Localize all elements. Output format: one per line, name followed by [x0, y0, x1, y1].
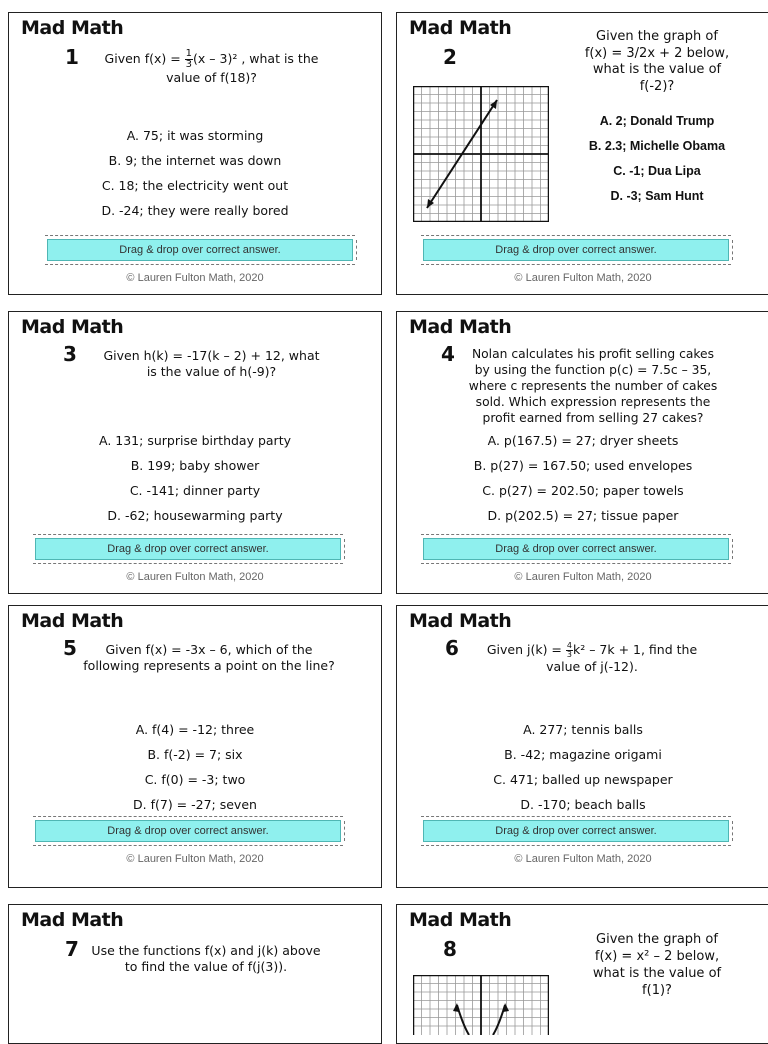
- copyright: © Lauren Fulton Math, 2020: [514, 272, 652, 284]
- question-number: 5: [63, 636, 77, 660]
- question-number: 6: [445, 636, 459, 660]
- question-number: 7: [65, 937, 79, 961]
- card-6: [396, 605, 768, 888]
- answer-d[interactable]: D. f(7) = -27; seven: [133, 797, 257, 812]
- answer-list: [557, 109, 757, 209]
- question-number: 4: [441, 342, 455, 366]
- answer-list: [397, 717, 768, 817]
- drop-zone[interactable]: [33, 816, 343, 846]
- brand-title: Mad Math: [409, 610, 512, 632]
- answer-c[interactable]: C. -1; Dua Lipa: [613, 164, 701, 178]
- answer-list: [9, 123, 381, 223]
- question-number: 1: [65, 45, 79, 69]
- brand-title: Mad Math: [21, 909, 124, 931]
- answer-b[interactable]: B. 9; the internet was down: [108, 153, 282, 168]
- copyright: © Lauren Fulton Math, 2020: [126, 571, 264, 583]
- answer-b[interactable]: B. f(-2) = 7; six: [147, 747, 243, 762]
- answer-c[interactable]: C. -141; dinner party: [129, 483, 261, 498]
- question-text: Given j(k) = $\frac{4}{3}$ k² – 7k + 1, find the value of j(-12).: [486, 641, 698, 674]
- drop-zone-edge: [356, 240, 359, 260]
- question-text: Given f(x) = $\frac{1}{3}$ (x – 3)² , what is the value of f(18)?: [104, 48, 319, 85]
- question-text: Nolan calculates his profit selling cakes by using the function p(c) = 7.5c – 35, where c represents the number of cakes sold. Which expression represents the profit earned from selling 27 cakes?: [468, 347, 718, 425]
- parabola-graph: [413, 975, 549, 1035]
- question-number: 3: [63, 342, 77, 366]
- card-8: [396, 904, 768, 1044]
- answer-c[interactable]: C. 18; the electricity went out: [101, 178, 289, 193]
- card-4: [396, 311, 768, 594]
- card-7: [8, 904, 382, 1044]
- card-5: [8, 605, 382, 888]
- drop-zone[interactable]: [421, 816, 731, 846]
- answer-a[interactable]: A. 75; it was storming: [126, 128, 264, 143]
- drop-target[interactable]: Drag & drop over correct answer.: [423, 820, 729, 842]
- brand-title: Mad Math: [21, 17, 124, 39]
- answer-a[interactable]: A. 277; tennis balls: [523, 722, 643, 737]
- answer-d[interactable]: D. -62; housewarming party: [107, 508, 283, 523]
- drop-zone[interactable]: [421, 534, 731, 564]
- question-number: 8: [443, 937, 457, 961]
- answer-d[interactable]: D. p(202.5) = 27; tissue paper: [487, 508, 679, 523]
- copyright: © Lauren Fulton Math, 2020: [514, 571, 652, 583]
- drop-target[interactable]: Drag & drop over correct answer.: [423, 538, 729, 560]
- answer-a[interactable]: A. 2; Donald Trump: [599, 114, 715, 128]
- drop-target[interactable]: Drag & drop over correct answer.: [47, 239, 353, 261]
- answer-b[interactable]: B. -42; magazine origami: [504, 747, 662, 762]
- drop-zone-edge: [344, 821, 347, 841]
- question-text: Given the graph of f(x) = x² – 2 below, what is the value of f(1)?: [592, 932, 722, 998]
- answer-d[interactable]: D. -3; Sam Hunt: [610, 189, 704, 203]
- question-text: Given f(x) = -3x – 6, which of the following represents a point on the line?: [83, 642, 335, 673]
- answer-b[interactable]: B. p(27) = 167.50; used envelopes: [473, 458, 693, 473]
- answer-a[interactable]: A. p(167.5) = 27; dryer sheets: [487, 433, 679, 448]
- copyright: © Lauren Fulton Math, 2020: [126, 272, 264, 284]
- brand-title: Mad Math: [21, 610, 124, 632]
- card-2: [396, 12, 768, 295]
- drop-zone[interactable]: [45, 235, 355, 265]
- answer-b[interactable]: B. 199; baby shower: [130, 458, 260, 473]
- card-1: [8, 12, 382, 295]
- drop-zone[interactable]: [421, 235, 731, 265]
- drop-target[interactable]: Drag & drop over correct answer.: [423, 239, 729, 261]
- drop-target[interactable]: Drag & drop over correct answer.: [35, 820, 341, 842]
- fraction: $\frac{4}{3}$: [566, 641, 572, 659]
- answer-c[interactable]: C. p(27) = 202.50; paper towels: [482, 483, 684, 498]
- fraction: $\frac{1}{3}$: [185, 48, 193, 70]
- question-text: Use the functions f(x) and j(k) above to find the value of f(j(3)).: [91, 943, 321, 974]
- brand-title: Mad Math: [409, 909, 512, 931]
- answer-a[interactable]: A. f(4) = -12; three: [135, 722, 255, 737]
- drop-zone[interactable]: [33, 534, 343, 564]
- answer-c[interactable]: C. f(0) = -3; two: [144, 772, 246, 787]
- brand-title: Mad Math: [409, 316, 512, 338]
- brand-title: Mad Math: [21, 316, 124, 338]
- card-3: [8, 311, 382, 594]
- drop-zone-edge: [732, 821, 735, 841]
- drop-zone-edge: [344, 539, 347, 559]
- answer-d[interactable]: D. -170; beach balls: [520, 797, 646, 812]
- answer-list: [9, 428, 381, 528]
- answer-list: [397, 428, 768, 528]
- line-graph: [413, 86, 549, 222]
- drop-zone-edge: [732, 240, 735, 260]
- answer-d[interactable]: D. -24; they were really bored: [101, 203, 289, 218]
- question-number: 2: [443, 45, 457, 69]
- brand-title: Mad Math: [409, 17, 512, 39]
- answer-list: [9, 717, 381, 817]
- drop-zone-edge: [732, 539, 735, 559]
- copyright: © Lauren Fulton Math, 2020: [514, 853, 652, 865]
- question-text: Given the graph of f(x) = 3/2x + 2 below, what is the value of f(-2)?: [584, 29, 730, 94]
- answer-a[interactable]: A. 131; surprise birthday party: [99, 433, 291, 448]
- drop-target[interactable]: Drag & drop over correct answer.: [35, 538, 341, 560]
- answer-b[interactable]: B. 2.3; Michelle Obama: [588, 139, 726, 153]
- answer-c[interactable]: C. 471; balled up newspaper: [493, 772, 673, 787]
- question-text: Given h(k) = -17(k – 2) + 12, what is the value of h(-9)?: [103, 348, 320, 379]
- copyright: © Lauren Fulton Math, 2020: [126, 853, 264, 865]
